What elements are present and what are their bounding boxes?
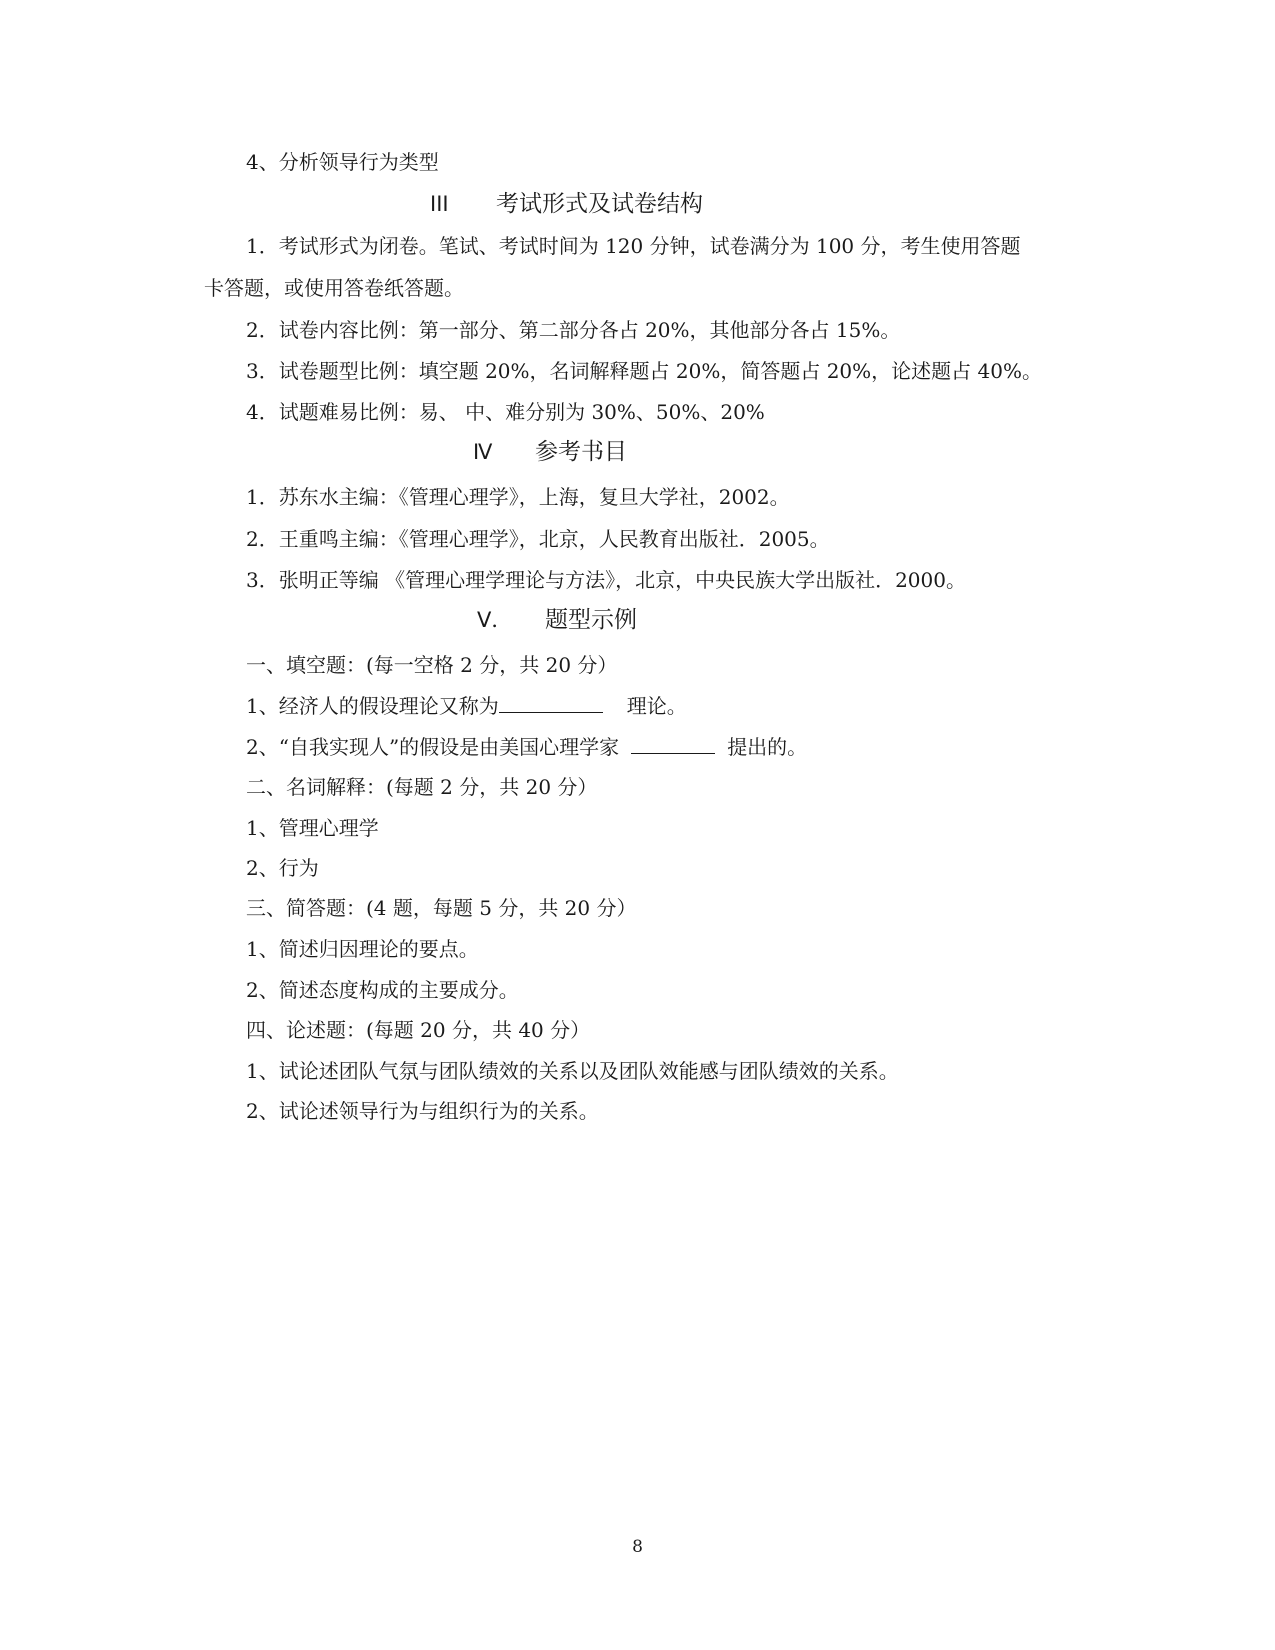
question-item: 2、试论述领导行为与组织行为的关系。 — [246, 1099, 599, 1123]
section-heading-4 — [473, 437, 627, 467]
section-title: 考试形式及试卷结构 — [496, 191, 703, 217]
reference-item: 2．王重鸣主编：《管理心理学》，北京，人民教育出版社．2005。 — [246, 527, 830, 551]
fill-blank — [499, 692, 603, 713]
section-heading-3 — [430, 189, 703, 219]
question-item: 1、简述归因理论的要点。 — [246, 937, 479, 961]
question-text: 理论。 — [626, 694, 687, 718]
question-item — [246, 733, 807, 761]
question-group-heading: 二、名词解释：(每题 2 分，共 20 分） — [246, 775, 598, 799]
question-text: 提出的。 — [727, 735, 808, 759]
paragraph: 3．试卷题型比例：填空题 20%，名词解释题占 20%，简答题占 20%，论述题占 40%。 — [246, 359, 1042, 383]
section-heading-5 — [477, 605, 637, 635]
reference-item: 1．苏东水主编：《管理心理学》，上海，复旦大学社，2002。 — [246, 485, 790, 509]
section-number: III — [430, 192, 449, 216]
question-item — [246, 692, 687, 720]
question-group-heading: 一、填空题：(每一空格 2 分，共 20 分） — [246, 653, 618, 677]
section-title: 参考书目 — [535, 439, 627, 465]
question-item: 2、行为 — [246, 856, 319, 880]
question-text: 1、经济人的假设理论又称为 — [246, 694, 499, 718]
question-group-heading: 三、简答题：(4 题，每题 5 分，共 20 分） — [246, 896, 637, 920]
fill-blank — [631, 733, 715, 754]
question-text: 2、“自我实现人”的假设是由美国心理学家 — [246, 735, 620, 759]
page-number: 8 — [632, 1537, 643, 1557]
paragraph: 卡答题，或使用答卷纸答题。 — [204, 276, 464, 300]
paragraph: 1．考试形式为闭卷。笔试、考试时间为 120 分钟，试卷满分为 100 分，考生使用答题 — [246, 234, 1021, 258]
list-item: 4、分析领导行为类型 — [246, 150, 439, 174]
section-number: Ⅳ — [473, 440, 493, 464]
reference-item: 3．张明正等编 《管理心理学理论与方法》，北京，中央民族大学出版社．2000。 — [246, 568, 966, 592]
section-title: 题型示例 — [545, 607, 637, 633]
question-group-heading: 四、论述题：(每题 20 分，共 40 分） — [246, 1018, 591, 1042]
paragraph: 2．试卷内容比例：第一部分、第二部分各占 20%，其他部分各占 15%。 — [246, 318, 901, 342]
question-item: 1、管理心理学 — [246, 816, 379, 840]
question-item: 2、简述态度构成的主要成分。 — [246, 978, 519, 1002]
question-item: 1、试论述团队气氛与团队绩效的关系以及团队效能感与团队绩效的关系。 — [246, 1059, 899, 1083]
section-number: Ⅴ． — [477, 608, 513, 632]
paragraph: 4．试题难易比例：易、 中、难分别为 30%、50%、20% — [246, 400, 765, 424]
